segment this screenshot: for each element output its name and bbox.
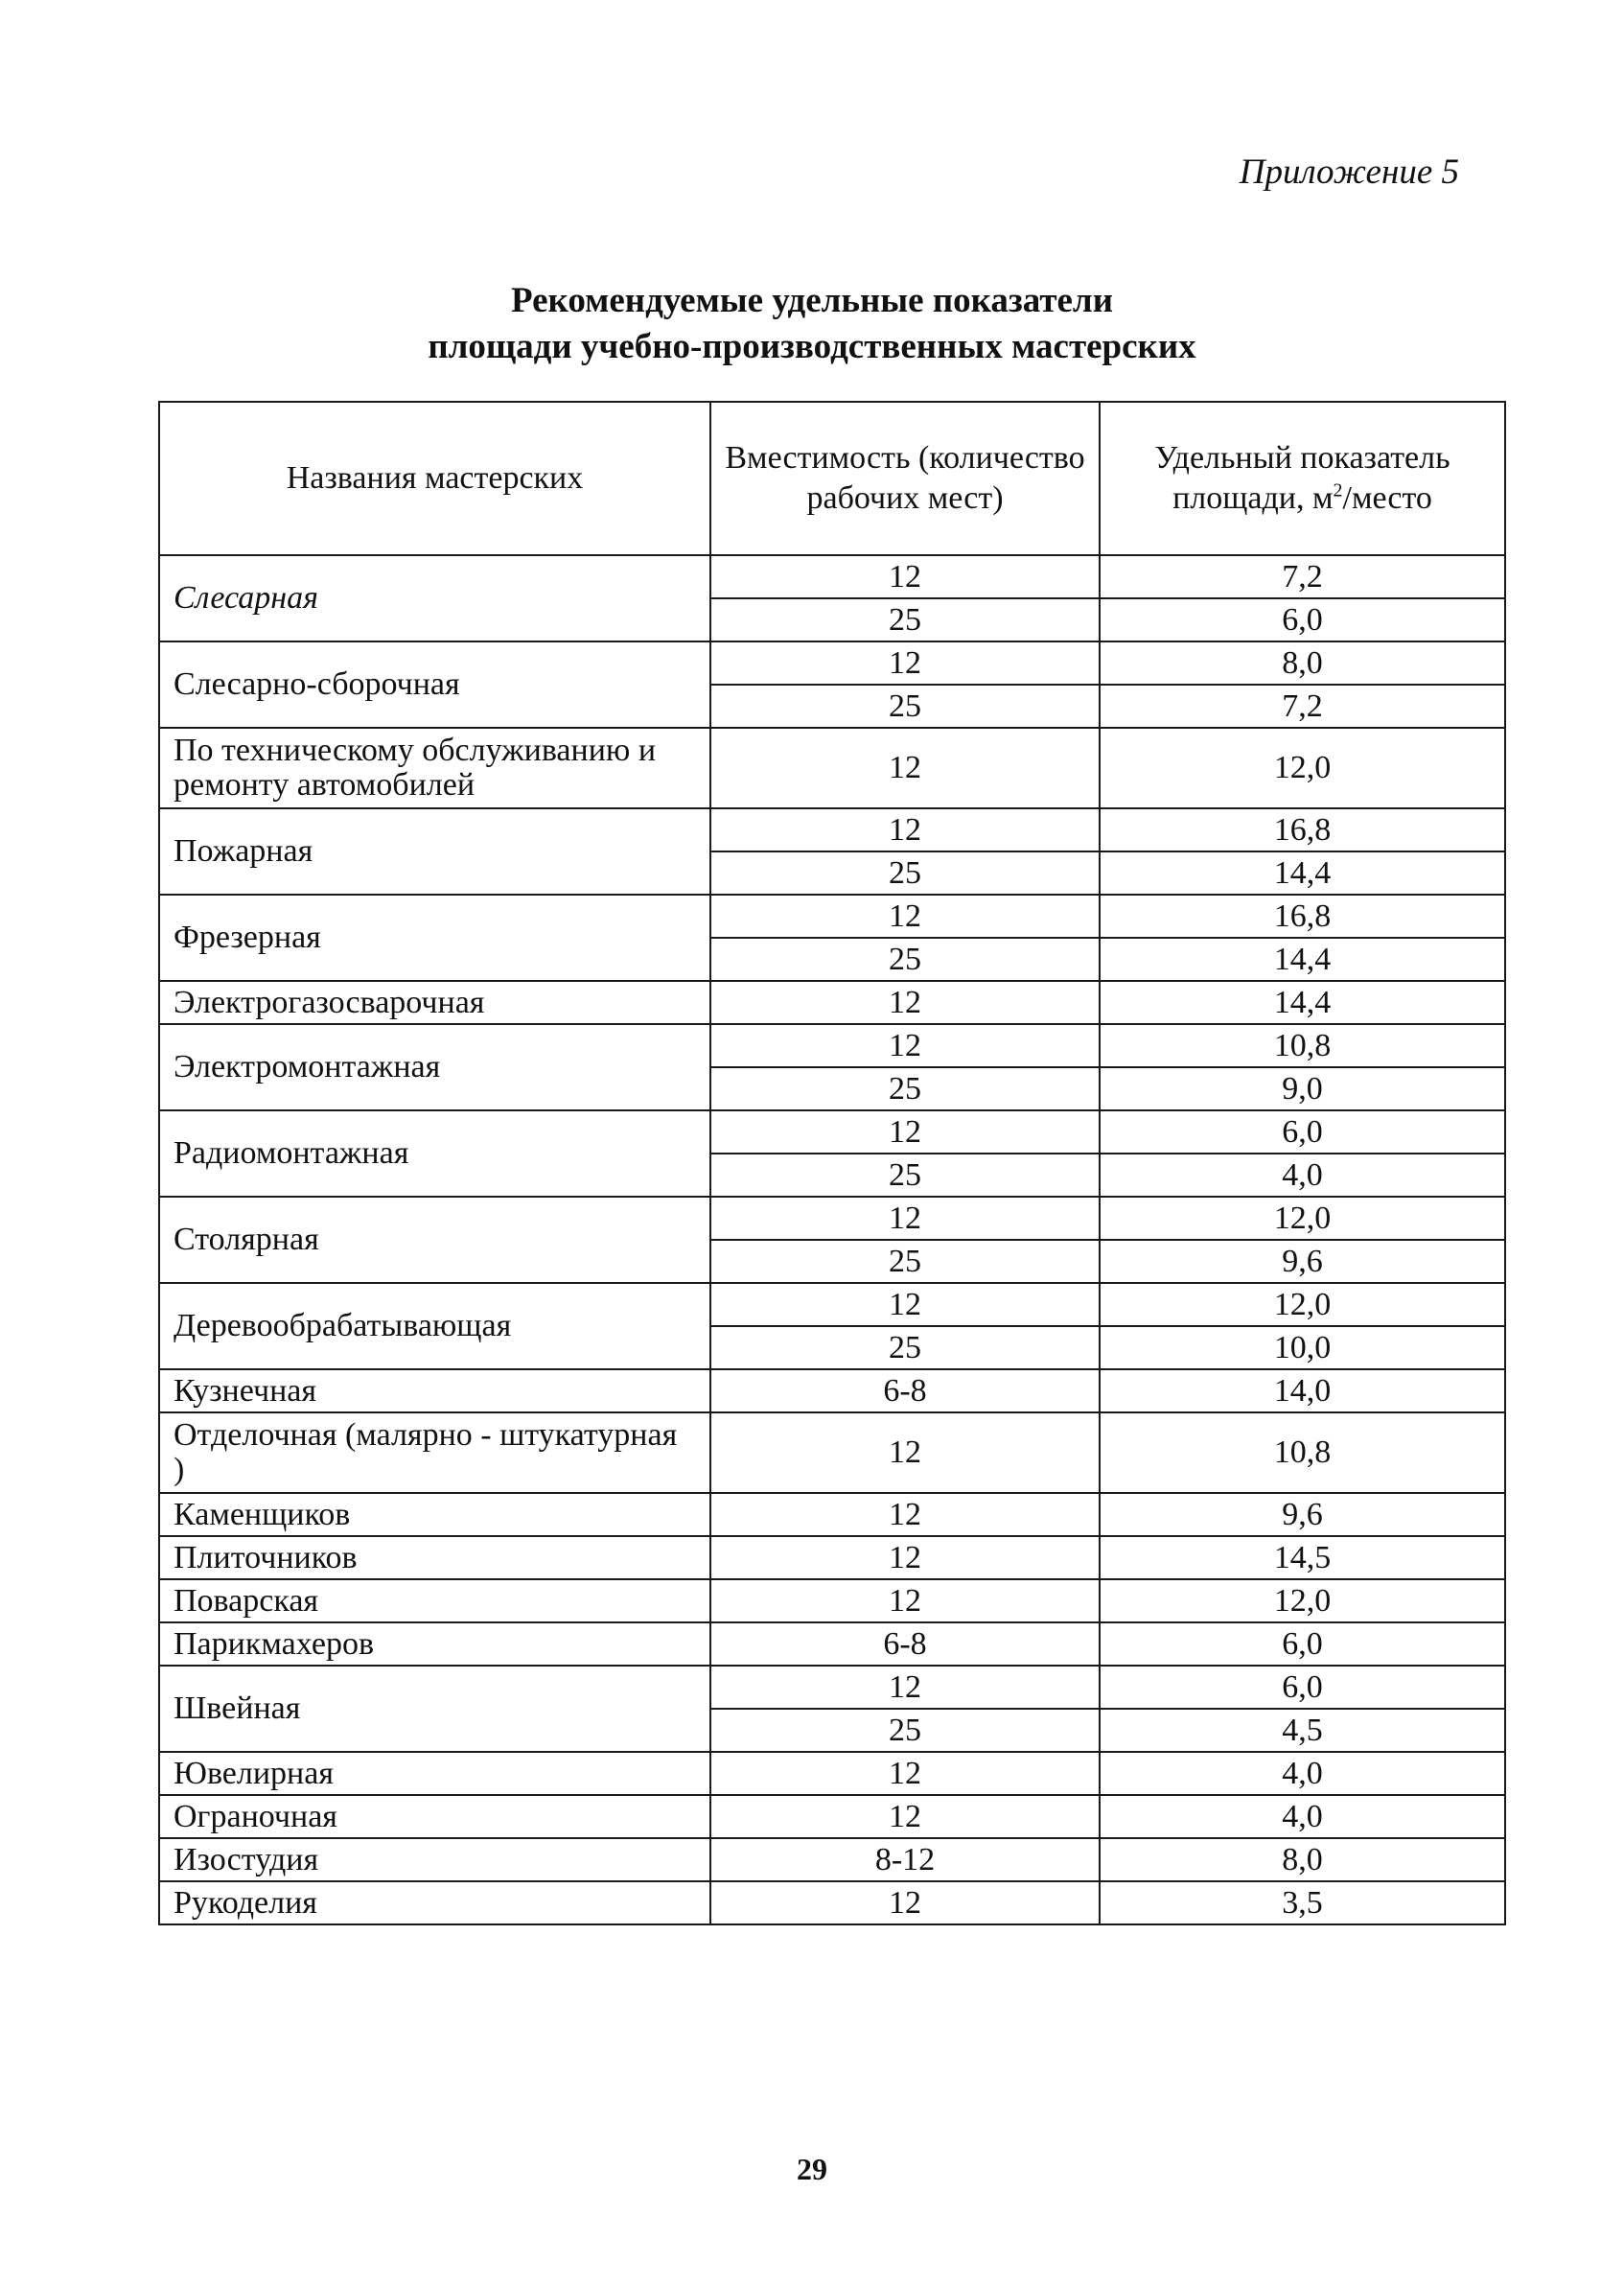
capacity-cell: 25 [710,938,1100,981]
capacity-cell: 12 [710,1536,1100,1579]
capacity-cell: 12 [710,1024,1100,1067]
capacity-cell: 12 [710,808,1100,851]
header-specific-area [1100,402,1505,555]
table-row [159,1493,1505,1536]
area-cell: 14,5 [1100,1536,1505,1579]
capacity-cell: 12 [710,1881,1100,1924]
workshop-name: Изостудия [159,1838,710,1881]
capacity-cell: 25 [710,1067,1100,1110]
table-row [159,1881,1505,1924]
workshop-name: Плиточников [159,1536,710,1579]
workshop-name: Отделочная (малярно - штукатурная ) [159,1412,710,1493]
capacity-cell: 12 [710,555,1100,598]
area-cell: 10,8 [1100,1412,1505,1493]
table-row [159,1197,1505,1240]
capacity-cell: 12 [710,1795,1100,1838]
table-row [159,1579,1505,1622]
table-row [159,1369,1505,1412]
area-cell: 10,0 [1100,1326,1505,1369]
capacity-cell: 25 [710,1326,1100,1369]
area-cell: 10,8 [1100,1024,1505,1067]
capacity-cell: 12 [710,641,1100,685]
title-line-2: площади учебно-производственных мастерских [428,327,1196,366]
area-cell: 6,0 [1100,1666,1505,1709]
capacity-cell: 25 [710,1709,1100,1752]
table-body [159,555,1505,1924]
workshop-name: Столярная [159,1197,710,1283]
table-row [159,1666,1505,1709]
table-row [159,1838,1505,1881]
capacity-cell: 12 [710,1110,1100,1154]
capacity-cell: 12 [710,1579,1100,1622]
table-row [159,1752,1505,1795]
header-area-suffix: /место [1342,480,1432,516]
capacity-cell: 25 [710,598,1100,641]
area-cell: 16,8 [1100,808,1505,851]
capacity-cell: 8-12 [710,1838,1100,1881]
area-cell: 9,6 [1100,1240,1505,1283]
area-cell: 4,0 [1100,1154,1505,1197]
area-cell: 7,2 [1100,685,1505,728]
capacity-cell: 25 [710,851,1100,895]
workshop-name: Ограночная [159,1795,710,1838]
header-area-prefix: Удельный показатель площади, м [1154,440,1450,516]
area-cell: 14,0 [1100,1369,1505,1412]
workshop-name: Швейная [159,1666,710,1752]
workshop-name: Слесарно-сборочная [159,641,710,728]
area-cell: 6,0 [1100,1110,1505,1154]
workshop-name: Деревообрабатывающая [159,1283,710,1369]
table-row [159,1283,1505,1326]
workshop-name: Слесарная [159,555,710,641]
capacity-cell: 6-8 [710,1369,1100,1412]
capacity-cell: 12 [710,1412,1100,1493]
area-cell: 4,0 [1100,1752,1505,1795]
workshop-name: По техническому обслуживанию и ремонту автомобилей [159,728,710,808]
area-cell: 6,0 [1100,1622,1505,1666]
workshop-name: Радиомонтажная [159,1110,710,1197]
table-row [159,1536,1505,1579]
table-row [159,555,1505,598]
area-cell: 14,4 [1100,851,1505,895]
table-row [159,728,1505,808]
area-cell: 12,0 [1100,1579,1505,1622]
workshop-name: Рукоделия [159,1881,710,1924]
workshop-name: Парикмахеров [159,1622,710,1666]
area-cell: 12,0 [1100,1283,1505,1326]
table-row [159,981,1505,1024]
workshop-name: Электромонтажная [159,1024,710,1110]
area-cell: 8,0 [1100,1838,1505,1881]
table-row [159,1622,1505,1666]
capacity-cell: 12 [710,981,1100,1024]
area-cell: 3,5 [1100,1881,1505,1924]
area-cell: 6,0 [1100,598,1505,641]
capacity-cell: 6-8 [710,1622,1100,1666]
table-row [159,641,1505,685]
header-capacity: Вместимость (количество рабочих мест) [710,402,1100,555]
header-area-sup: 2 [1333,479,1343,501]
workshop-name: Кузнечная [159,1369,710,1412]
capacity-cell: 12 [710,728,1100,808]
workshop-name: Ювелирная [159,1752,710,1795]
area-cell: 8,0 [1100,641,1505,685]
document-title [0,278,1624,370]
header-workshop-name: Названия мастерских [159,402,710,555]
workshop-name: Каменщиков [159,1493,710,1536]
workshop-name: Электрогазосварочная [159,981,710,1024]
capacity-cell: 12 [710,1197,1100,1240]
title-line-1: Рекомендуемые удельные показатели [510,281,1114,320]
area-cell: 9,6 [1100,1493,1505,1536]
table-row [159,808,1505,851]
area-cell: 14,4 [1100,938,1505,981]
capacity-cell: 12 [710,1752,1100,1795]
page-number: 29 [797,2152,827,2186]
capacity-cell: 12 [710,1666,1100,1709]
area-cell: 4,5 [1100,1709,1505,1752]
appendix-label: Приложение 5 [1239,152,1459,192]
area-cell: 12,0 [1100,728,1505,808]
area-cell: 9,0 [1100,1067,1505,1110]
capacity-cell: 25 [710,685,1100,728]
table-row [159,1795,1505,1838]
area-cell: 4,0 [1100,1795,1505,1838]
area-cell: 16,8 [1100,895,1505,938]
area-cell: 14,4 [1100,981,1505,1024]
capacity-cell: 12 [710,1493,1100,1536]
workshop-area-table [158,401,1506,1925]
workshop-name: Поварская [159,1579,710,1622]
table-row [159,1110,1505,1154]
table-row [159,1024,1505,1067]
workshop-name: Пожарная [159,808,710,895]
table-row [159,1412,1505,1493]
area-cell: 12,0 [1100,1197,1505,1240]
capacity-cell: 12 [710,1283,1100,1326]
capacity-cell: 25 [710,1154,1100,1197]
capacity-cell: 25 [710,1240,1100,1283]
capacity-cell: 12 [710,895,1100,938]
workshop-name: Фрезерная [159,895,710,981]
area-cell: 7,2 [1100,555,1505,598]
table-row [159,895,1505,938]
table-header-row [159,402,1505,555]
